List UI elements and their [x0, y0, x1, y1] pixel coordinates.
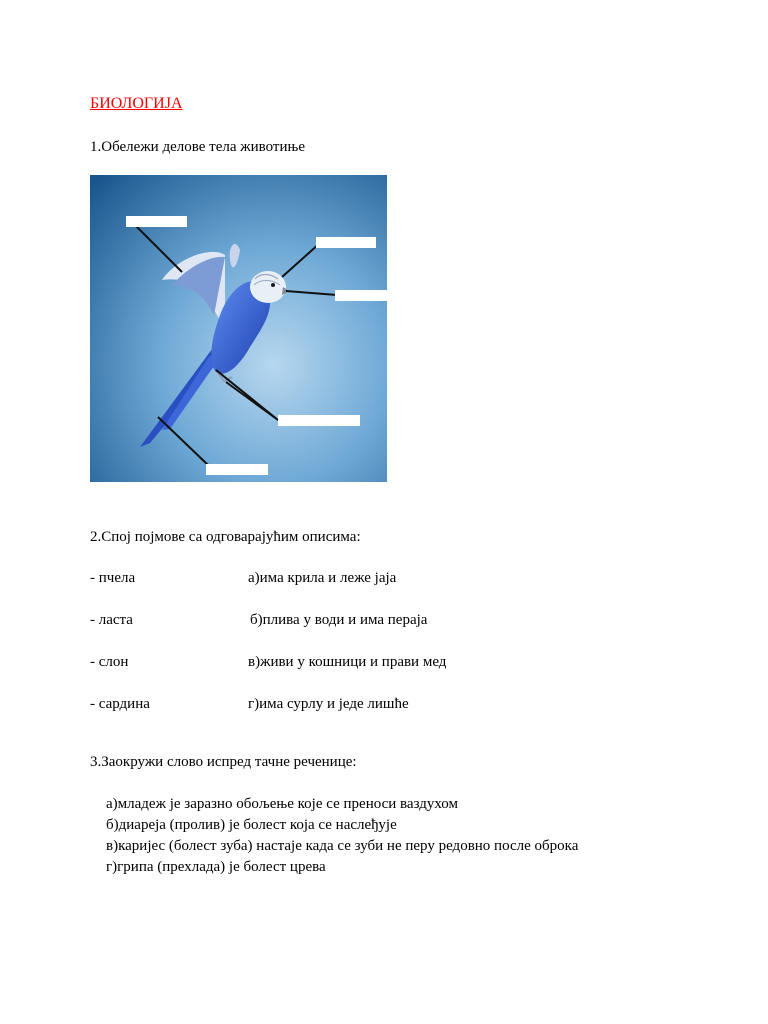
task2-instruction: 2.Спој појмове са одговарајућим описима: [90, 529, 361, 545]
task1-instruction: 1.Обележи делове тела животиње [90, 139, 306, 155]
label-box-beak [335, 290, 387, 301]
term-item: - сардина [90, 696, 150, 712]
option-item: а)младеж је заразно обољење које се преноси ваздухом [106, 796, 458, 812]
label-box-tail [206, 464, 268, 475]
bird-figure [90, 175, 387, 482]
description-item: в)живи у кошници и прави мед [248, 654, 447, 670]
term-item: - слон [90, 654, 129, 670]
bird-head [250, 271, 286, 303]
budgie-illustration [90, 175, 387, 482]
label-box-wing [126, 216, 187, 227]
term-item: - пчела [90, 570, 136, 586]
description-item: а)има крила и леже јаја [248, 570, 397, 586]
task3-instruction: 3.Заокружи слово испред тачне реченице: [90, 754, 357, 770]
bird-eye [271, 283, 275, 287]
description-item: г)има сурлу и једе лишће [248, 696, 409, 712]
page-title: БИОЛОГИЈА [90, 95, 183, 112]
term-item: - ласта [90, 612, 133, 628]
description-item: б)плива у води и има пераја [250, 612, 428, 628]
option-item: б)диареја (пролив) је болест која се наслеђује [106, 817, 397, 833]
option-item: г)грипа (прехлада) је болест црева [106, 859, 326, 875]
label-box-head [316, 237, 376, 248]
label-box-legs [278, 415, 360, 426]
option-item: в)каријес (болест зуба) настаје када се зуби не перу редовно после оброка [106, 838, 579, 854]
